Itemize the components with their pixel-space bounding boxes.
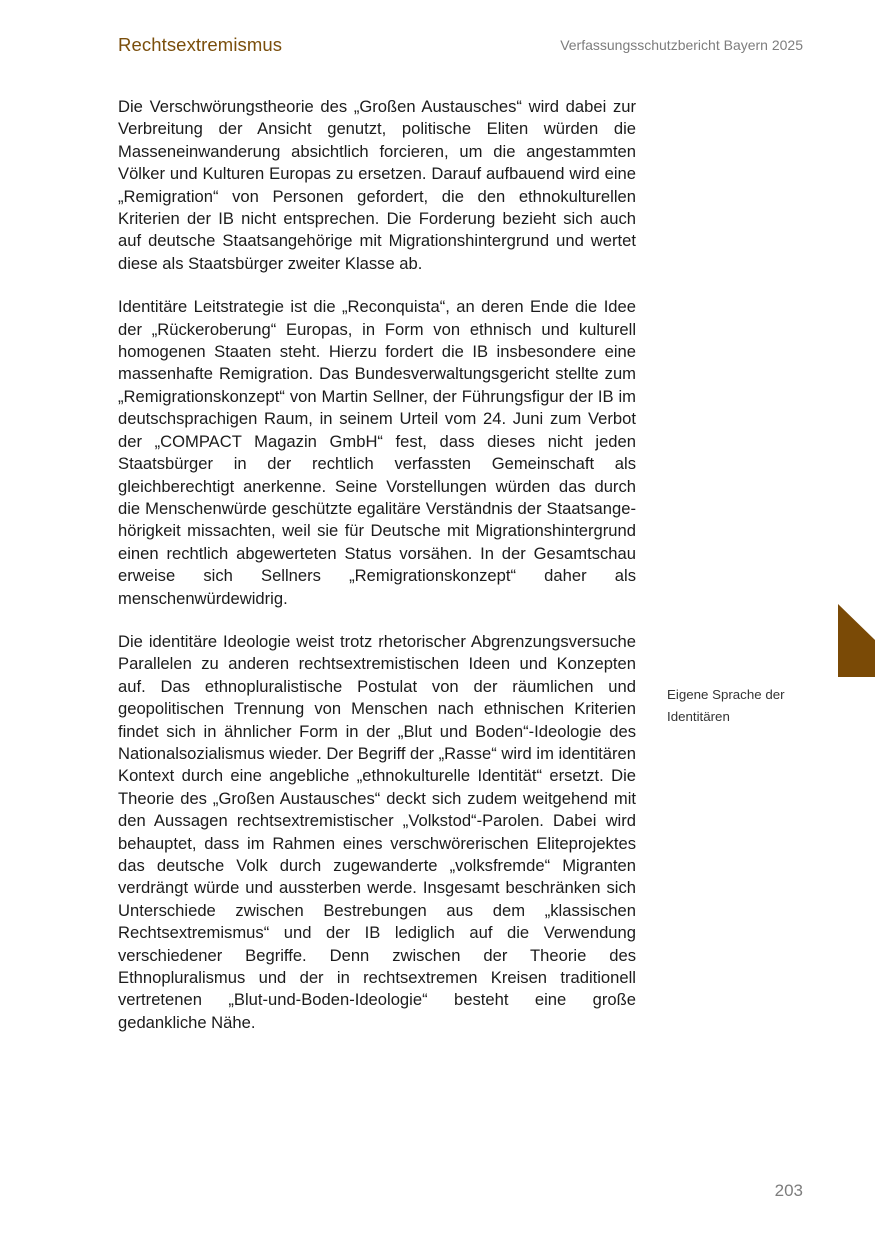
paragraph-3: Die identitäre Ideologie weist trotz rhetorischer Abgrenzungsversuche Parallelen zu anderen rechtsextremistischen Ideen und Konzepten auf. Das ethnopluralistische Postulat von der räumlichen und geopolitischen Trennung von Menschen nach ethnischen Kriterien findet sich in ähnlicher Form in der „Blut und Boden“-Ideologie des Nationalsozialismus wieder. Der Begriff der „Rasse“ wird im identitären Kontext durch eine angebliche „ethnokulturelle Identität“ ersetzt. Die Theorie des „Großen Austausches“ deckt sich zudem weitgehend mit den Aussagen rechtsextremistischer „Volkstod“-Parolen. Dabei wird behauptet, dass im Rahmen eines verschwörerischen Eliteprojektes das deutsche Volk durch zugewanderte „volksfremde“ Migranten verdrängt würde und aussterben werde. Insgesamt beschränken sich Unterschiede zwischen Bestrebungen aus dem „klassischen Rechtsextremismus“ und der IB lediglich auf die Verwendung verschiedener Begriffe. Denn zwischen der Theorie des Ethnopluralismus und der in rechtsextremen Kreisen traditionell vertretenen „Blut-und-Boden-Ideologie“ besteht eine große gedankliche Nähe. bbox=[118, 631, 636, 1032]
section-title: Rechtsextremismus bbox=[118, 34, 283, 55]
paragraph-2: Identitäre Leitstrategie ist die „Reconquista“, an deren Ende die Idee der „Rückeroberung“ Europas, in Form von ethnisch und kulturell homogenen Staaten steht. Hierzu fordert die IB insbesondere eine massenhafte Remigration. Das Bundesverwaltungsgericht stellte zum „Remigrationskonzept“ von Martin Sellner, der Führungsfigur der IB im deutschsprachigen Raum, in seinem Urteil vom 24. Juni zum Verbot der „COMPACT Magazin GmbH“ fest, dass dieses nicht jeden Staatsbürger in der rechtlich verfassten Gemeinschaft als gleichberechtigt anerkenne. Seine Vorstellungen würden das durch die Menschenwürde geschützte egalitäre Verständnis der Staatsangehörigkeit missachten, weil sie für Deutsche mit Migrationshintergrund einen rechtlich abgewerteten Status vorsähen. In der Gesamtschau erweise sich Sellners „Remigrationskonzept“ daher als menschenwürdewidrig. bbox=[118, 297, 636, 608]
margin-note: Eigene Sprache der Identitären bbox=[667, 687, 785, 724]
page-number: 203 bbox=[774, 1181, 803, 1200]
paragraph-1: Die Verschwörungstheorie des „Großen Austausches“ wird dabei zur Verbreitung der Ansicht genutzt, politische Eliten würden die Masseneinwanderung absichtlich forcieren, um die angestammten Völker und Kulturen Europas zu ersetzen. Darauf aufbauend wird eine „Remigration“ von Personen gefordert, die den ethnokulturellen Kriterien der IB nicht entsprechen. Die Forderung bezieht sich auch auf deutsche Staatsangehörige mit Migrationshintergrund und wertet diese als Staatsbürger zweiter Klasse ab. bbox=[118, 97, 636, 273]
document-title: Verfassungsschutzbericht Bayern 2025 bbox=[560, 37, 803, 53]
main-text bbox=[118, 96, 636, 1055]
chapter-tab-marker bbox=[838, 604, 875, 677]
chapter-tab-shape bbox=[838, 604, 875, 677]
